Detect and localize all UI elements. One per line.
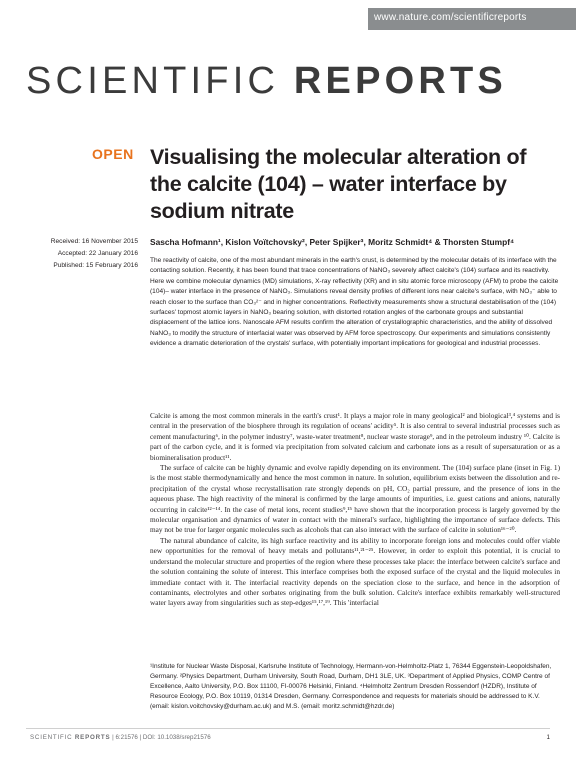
footer-journal — [30, 734, 110, 741]
accepted-date: Accepted: 22 January 2016 — [57, 250, 138, 257]
body-paragraph: Calcite is among the most common minerals in the earth's crust¹. It plays a major role in many geological² and biological³,⁴ systems and is central in the preservation of the biosphere through its regulation of oceans' acidity⁵. It is also central to several industrial processes such as cement manufacturing⁶, in the polymer industry⁷, waste-water treatment⁸, nuclear waste storage⁹, and in the petroleum industry ¹⁰. Calcite is part of the carbon cycle, and it is formed via precipitation from solvated calcium and carbonate ions as a result of supersaturation or as a biomineralisation product¹¹. — [150, 411, 560, 462]
body-paragraph: The natural abundance of calcite, its high surface reactivity and its ability to incorporate foreign ions and molecules could offer viable new opportunities for the removal of heavy metals and pollutants¹¹,²¹⁻²⁵. However, in order to exploit this potential, it is crucial to understand the molecular structure and properties of the region where these processes take place: the interface between calcite's surface and the solution containing the solute of interest. This interface comprises both the exposed surface of the crystal and the liquid molecules in immediate contact with it. The interfacial reactivity depends on the speciation close to the surface, and hence in the adsorption of contaminants, electrolytes and other sorbates originating from the bulk solution. Calcite's interface exhibits remarkably well-structured water layers away from singularities such as step-edges¹⁵,¹⁷,¹⁹. This 'interfacial — [150, 535, 560, 608]
journal-logo-part2: REPORTS — [293, 60, 507, 102]
footer-journal-light: SCIENTIFIC — [30, 734, 75, 741]
page-number: 1 — [546, 734, 550, 741]
journal-url[interactable]: www.nature.com/scientificreports — [374, 12, 527, 23]
published-date: Published: 15 February 2016 — [53, 262, 138, 269]
page-footer — [30, 734, 550, 746]
received-date: Received: 16 November 2015 — [50, 238, 138, 245]
article-dates — [28, 236, 138, 272]
article-body — [150, 411, 560, 609]
affiliations-footnote: ¹Institute for Nuclear Waste Disposal, Karlsruhe Institute of Technology, Hermann-von-Helmholtz-Platz 1, 76344 Eggenstein-Leopoldshafen, Germany. ²Physics Department, Durham University, South Road, Durham, DH1 3LE, UK. ³Department of Applied Physics, COMP Centre of Excellence, Aalto University, P.O. Box 11100, FI-00076 Helsinki, Finland. ⁴Helmholtz Zentrum Dresden Rossendorf (HZDR), Institute of Resource Ecology, P.O. Box 10119, 01314 Dresden, Germany. Correspondence and requests for materials should be addressed to K.V. (email: kislon.voitchovsky@durham.ac.uk) and M.S. (email: moritz.schmidt@hzdr.de) — [150, 663, 552, 710]
open-access-label: OPEN — [92, 146, 134, 162]
footer-journal-bold: REPORTS — [74, 734, 111, 741]
journal-logo-part1: SCIENTIFIC — [26, 60, 294, 102]
article-title: Visualising the molecular alteration of the calcite (104) – water interface by sodium nitrate — [150, 145, 527, 223]
footer-divider — [26, 728, 550, 729]
abstract: The reactivity of calcite, one of the most abundant minerals in the earth's crust, is determined by the molecular details of its interface with the contacting solution. Recently, it has been found that trace concentrations of NaNO₃ severely affect calcite's (104) surface and its reactivity. Here we combine molecular dynamics (MD) simulations, X-ray reflectivity (XR) and in situ atomic force microscopy (AFM) to probe the calcite (104)– water interface in the presence of NaNO₃. Simulations reveal density profiles of different ions near calcite's surface, with NO₃⁻ able to reach closer to the surface than CO₃²⁻ and in higher concentrations. Reflectivity measurements show a structural destabilisation of the (104) surfaces' topmost atomic layers in NaNO₃ bearing solution, with distorted rotation angles of the carbonate groups and substantial displacement of the lattice ions. Nanoscale AFM results confirm the alteration of crystallographic characteristics, and the ability of dissolved NaNO₃ to modify the structure of interfacial water was observed by AFM force spectroscopy. Our experiments and simulations consistently evidence a dramatic deterioration of the crystals' surface, with potentially important implications for geological and industrial processes. — [150, 257, 559, 348]
journal-url-bar — [368, 8, 576, 30]
author-list: Sascha Hofmann¹, Kislon Voïtchovsky², Peter Spijker³, Moritz Schmidt⁴ & Thorsten Stumpf⁴ — [150, 237, 515, 247]
footer-citation: | 6:21576 | DOI: 10.1038/srep21576 — [110, 734, 211, 741]
journal-logo — [26, 58, 550, 104]
body-paragraph: The surface of calcite can be highly dynamic and evolve rapidly depending on its environment. The (104) surface plane (inset in Fig. 1) is the most stable thermodynamically and hence the most common in nature. In solution, equilibrium exists between the dissolution and re-precipitation of the crystal whose recrystallisation rate strongly depends on pH, CO₂ partial pressure, and the presence of ions in the aqueous phase. The high reactivity of the mineral is confirmed by the large amounts of impurities, i.e. guest cations and anions, naturally occurring in calcite¹²⁻¹⁴. In the case of metal ions, recent studies⁹,¹⁵ have shown that the incorporation process is largely governed by the molecular organisation and dynamics of water in contact with the mineral's surface, highlighting the importance of surface defects. This may not be true for larger organic molecules such as alcohols that can also interact with the surface of calcite in solution¹⁶⁻²⁰. — [150, 463, 560, 535]
